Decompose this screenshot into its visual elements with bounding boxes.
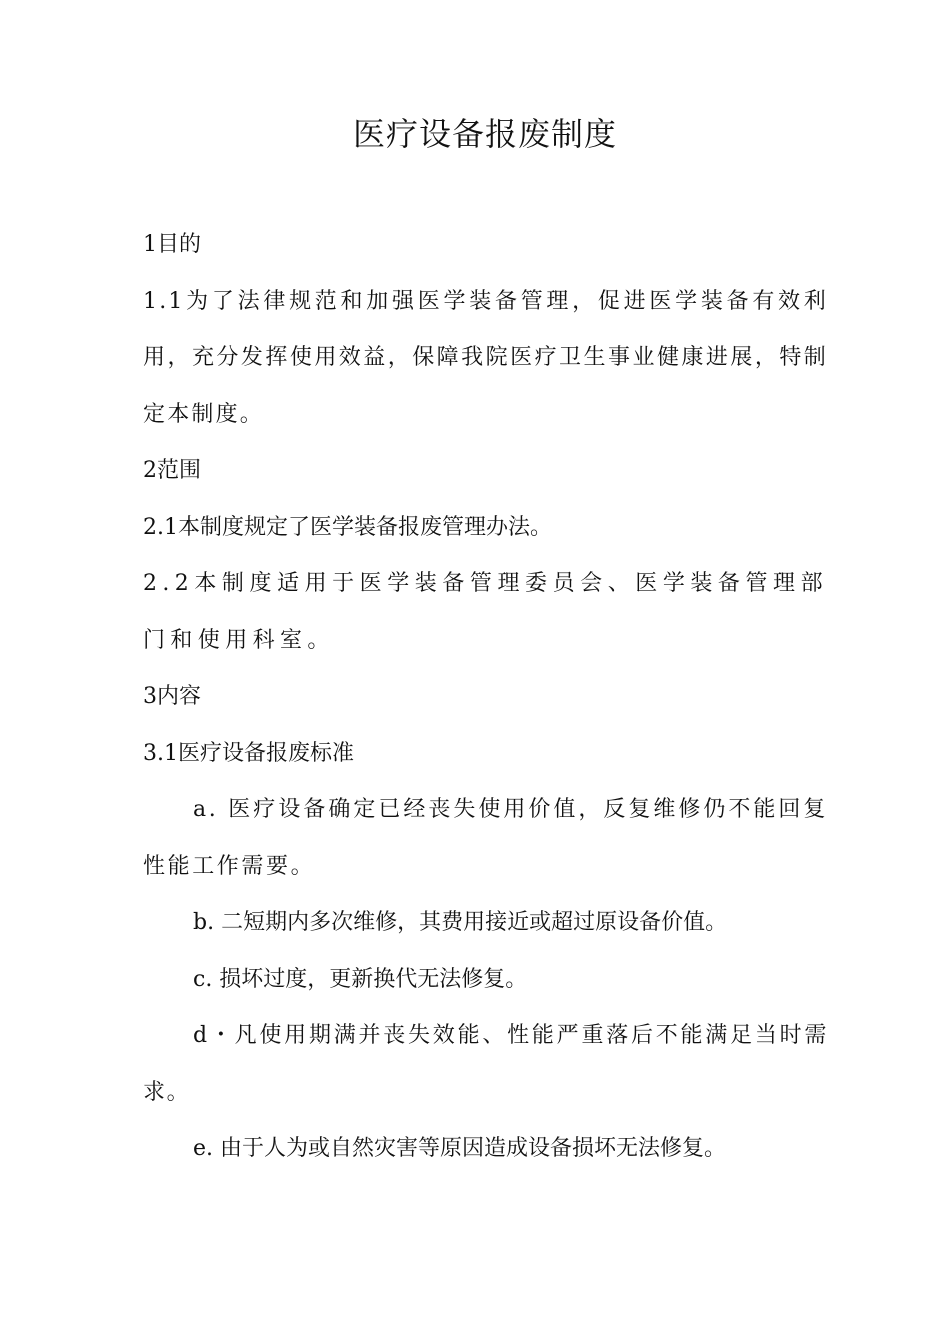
- section-heading-content: 3内容: [143, 684, 201, 709]
- paragraph-1-1: 1.1为了法律规范和加强医学装备管理，促进医学装备有效利用，充分发挥使用效益，保障我院医疗卫生事业健康进展，特制定本制度。: [143, 288, 828, 427]
- paragraph-2-2: 2.2本制度适用于医学装备管理委员会、医学装备管理部门和使用科室。: [143, 571, 828, 653]
- list-item-d: d・凡使用期满并丧失效能、性能严重落后不能满足当时需求。: [143, 1023, 828, 1105]
- list-item-c: c. 损坏过度，更新换代无法修复。: [193, 966, 528, 992]
- list-item-b: b. 二短期内多次维修，其费用接近或超过原设备价值。: [193, 910, 728, 935]
- list-item-e: e. 由于人为或自然灾害等原因造成设备损坏无法修复。: [193, 1136, 727, 1161]
- document-title: 医疗设备报废制度: [352, 115, 617, 153]
- section-heading-purpose: 1目的: [143, 232, 201, 257]
- section-heading-scope: 2范围: [143, 458, 201, 483]
- paragraph-2-1: 2.1本制度规定了医学装备报废管理办法。: [143, 514, 552, 540]
- list-item-a: a. 医疗设备确定已经丧失使用价值，反复维修仍不能回复性能工作需要。: [143, 797, 828, 879]
- paragraph-3-1: 3.1医疗设备报废标准: [143, 740, 354, 766]
- document-body: [143, 217, 828, 1178]
